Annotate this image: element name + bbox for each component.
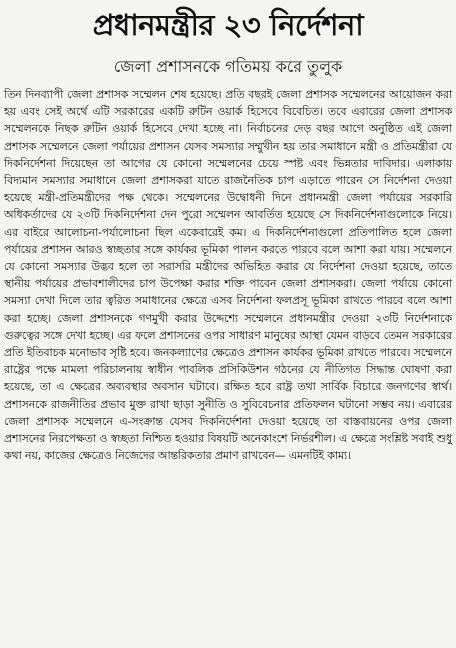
subheadline-row [4, 50, 452, 84]
article-body [4, 86, 452, 464]
body-paragraph: তিন দিনব্যাপী জেলা প্রশাসক সম্মেলন শেষ হয়েছে। প্রতি বছরই জেলা প্রশাসক সম্মেলনের আয়োজন করা হয় এবং সেই অর্থে এটি সরকারের একটি রুটিন ওয়ার্ক হিসেবে বিবেচিত। তবে এবারের জেলা প্রশাসক সম্মেলনকে নিছক রুটিন ওয়ার্ক হিসেবে দেখা হচ্ছে না। নির্বাচনের দেড় বছর আগে অনুষ্ঠিত এই জেলা প্রশাসক সম্মেলনে জেলা পর্যায়ের প্রশাসন যেসব সমস্যার সম্মুখীন হয় তার সমাধানে মন্ত্রী ও প্রতিমন্ত্রীরা যে দিকনির্দেশনা দিয়েছেন তা আগের যে কোনো সম্মেলনের চেয়ে স্পষ্ট এবং ভিন্নতার দাবিদার। এলাকায় বিদ্যমান সমস্যার সমাধানে জেলা প্রশাসকরা যাতে রাজনৈতিক চাপ এড়াতে পারেন সে নির্দেশনা দেওয়া হয়েছে মন্ত্রী-প্রতিমন্ত্রীদের পক্ষ থেকে। সম্মেলনের উদ্বোধনী দিনে প্রধানমন্ত্রী জেলা পর্যায়ের সরকারি অধিকর্তাদের যে ২৩টি দিকনির্দেশনা দেন পুরো সম্মেলন আবর্তিত হয়েছে সে দিকনির্দেশনাগুলোকে নিয়ে। এর বাইরে আলোচনা-পর্যালোচনা ছিল একেবারেই কম। এ দিকনির্দেশনাগুলো প্রতিপালিত হলে জেলা পর্যায়ের প্রশাসন আরও স্বচ্ছতার সঙ্গে কার্যকর ভূমিকা পালন করতে পারবে বলে আশা করা যায়। সম্মেলনে যে কোনো সমস্যার উদ্ভব হলে তা সরাসরি মন্ত্রীদের অভিহিত করার যে নির্দেশনা দেওয়া হয়েছে, তাতে স্থানীয় পর্যায়ের প্রভাবশালীদের চাপ উপেক্ষা করার শক্তি পাবেন জেলা প্রশাসকরা। জেলা পর্যায়ে কোনো সমস্যা দেখা দিলে তার ত্বরিত সমাধানের ক্ষেত্রে এসব নির্দেশনা ফলপ্রসূ ভূমিকা রাখতে পারবে বলে আশা করা হচ্ছে। জেলা প্রশাসনকে গণমুখী করার উদ্দেশ্যে সম্মেলনে প্রধানমন্ত্রীর দেওয়া ২৩টি নির্দেশনাকে গুরুত্বের সঙ্গে দেখা হচ্ছে। এর ফলে প্রশাসনের ওপর সাধারণ মানুষের আস্থা যেমন বাড়বে তেমন সরকারের প্রতি ইতিবাচক মনোভাব সৃষ্টি হবে। জনকল্যাণের ক্ষেত্রেও প্রশাসন কার্যকর ভূমিকা রাখতে পারবে। সম্মেলনে রাষ্ট্রের পক্ষে মামলা পরিচালনায় স্বাধীন পাবলিক প্রসিকিউশন গঠনের যে নীতিগত সিদ্ধান্ত ঘোষণা করা হয়েছে, তা এ ক্ষেত্রের অব্যবস্থার অবসান ঘটাবে। রক্ষিত হবে রাষ্ট্র তথা সার্বিক বিচারে জনগণের স্বার্থ। প্রশাসনকে রাজনীতির প্রভাব মুক্ত রাখা ছাড়া সুনীতি ও সুবিবেচনার প্রতিফলন ঘটানো সম্ভব নয়। এবারের জেলা প্রশাসক সম্মেলনে এ-সংক্রান্ত যেসব দিকনির্দেশনা দেওয়া হয়েছে তা বাস্তবায়নের ওপর জেলা প্রশাসনের নিরপেক্ষতা ও স্বচ্ছতা নিশ্চিত হওয়ার বিষয়টি অনেকাংশে নির্ভরশীল। এ ক্ষেত্রে সংশ্লিষ্ট সবাই শুধু কথা নয়, কাজের ক্ষেত্রেও নিজেদের আন্তরিকতার প্রমাণ রাখবেন— এমনটিই কাম্য। [4, 88, 452, 463]
headline: প্রধানমন্ত্রীর ২৩ নির্দেশনা [92, 8, 364, 42]
subheadline: জেলা প্রশাসনকে গতিময় করে তুলুক [113, 57, 343, 76]
